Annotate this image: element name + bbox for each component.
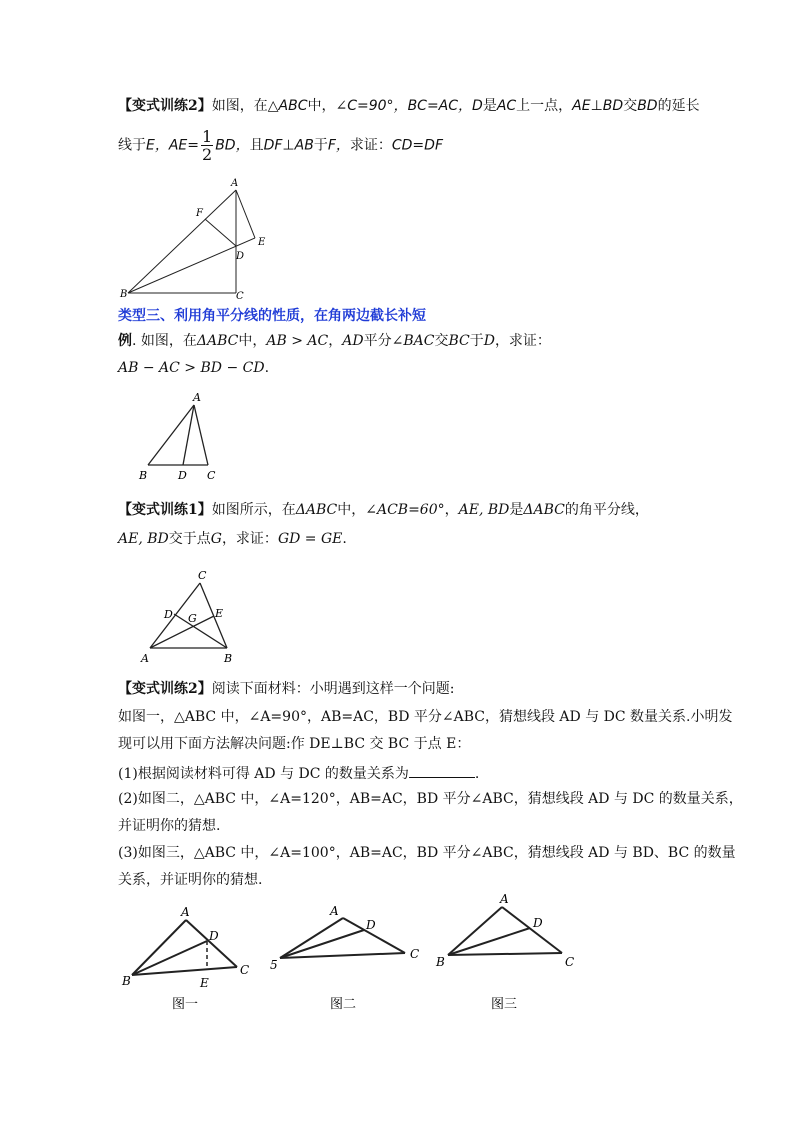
fig2-caption: 图二 [330, 997, 357, 1012]
text: 阅读下面材料：小明遇到这样一个问题: [211, 681, 455, 697]
math: AE= [168, 137, 200, 154]
math: AD [342, 333, 364, 349]
figure-1 [115, 174, 275, 302]
label-d: D [164, 608, 173, 621]
segment-ad [183, 405, 194, 465]
math: BC [448, 333, 470, 349]
math: ΔABC [523, 502, 565, 518]
fig2-label-b: 5 [270, 958, 278, 972]
fig3-caption: 图三 [491, 997, 518, 1012]
text: 于 [313, 137, 328, 154]
label-a: A [141, 652, 149, 665]
text: . [342, 531, 347, 547]
fig1-ac [186, 920, 237, 967]
math: BD， [215, 137, 250, 154]
text: 线于 [118, 137, 146, 154]
training-1-line-2 [118, 530, 347, 548]
math: ABC [278, 98, 308, 114]
math: AE⊥BD [572, 98, 624, 114]
fig1-label-d: D [209, 929, 219, 943]
math: F， [327, 137, 350, 154]
label-c: C [198, 569, 207, 582]
math: D [472, 98, 483, 114]
fig2-label-c: C [410, 947, 420, 961]
label-e: E [215, 607, 224, 620]
exercise-tag: 【变式训练2】 [118, 681, 212, 697]
question-2-line-1: (2)如图二，△ABC 中，∠A=120°，AB=AC，BD 平分∠ABC，猜想线段 AD 与 DC 的数量关系， [118, 791, 743, 807]
fig3-label-d: D [533, 916, 543, 930]
fig2-bd [280, 930, 364, 958]
text: 求证： [349, 137, 392, 154]
fraction-denominator: 2 [202, 145, 213, 164]
text: ， [328, 333, 343, 349]
label-a: A [231, 178, 239, 189]
text: 如图，在△ [211, 98, 279, 114]
math: ∠ACB=60° [365, 502, 445, 518]
fig2-bc [280, 953, 405, 958]
text: 是 [482, 98, 497, 114]
fig1-ab [132, 920, 186, 975]
label-c: C [207, 469, 216, 482]
math: AC [496, 98, 517, 114]
text: 中，∠ [307, 98, 348, 114]
text: 的角平分线， [564, 502, 649, 518]
segment-ae [150, 616, 214, 648]
fig1-label-a: A [181, 905, 190, 919]
label-d: D [236, 251, 245, 262]
segment-ae [236, 190, 255, 238]
fig1-label-b: B [122, 974, 131, 988]
text: . [474, 766, 480, 782]
label-a: A [193, 391, 201, 404]
answer-blank [409, 763, 475, 778]
figure-two [280, 918, 405, 958]
fig3-ac [502, 907, 562, 953]
fig3-bc [448, 953, 562, 955]
training-2-line-1 [118, 680, 454, 698]
math: BC=AC， [407, 98, 473, 114]
bottom-figures [115, 890, 595, 1020]
text: 且 [249, 137, 264, 154]
figure-3 [138, 566, 238, 666]
math: AE, BD [458, 502, 510, 518]
text: (1)根据阅读材料可得 AD 与 DC 的数量关系为 [118, 766, 409, 782]
segment-fd [205, 219, 236, 246]
fig3-ab [448, 907, 502, 955]
question-3-line-1: (3)如图三，△ABC 中，∠A=100°，AB=AC，BD 平分∠ABC，猜想线段 AD 与 BD、BC 的数量 [118, 845, 736, 861]
exercise-2-line-1 [118, 97, 700, 115]
label-b: B [224, 652, 233, 665]
figure-one [132, 920, 237, 975]
text: 平分 [363, 333, 392, 349]
figure-three [448, 907, 562, 955]
math: BD [637, 98, 658, 114]
training-2-line-2: 如图一，△ABC 中，∠A=90°，AB=AC，BD 平分∠ABC，猜想线段 AD 与 DC 数量关系.小明发 [118, 709, 733, 725]
fig2-ab [280, 918, 343, 958]
math: CD=DF [391, 137, 443, 154]
text: 中， [238, 333, 267, 349]
fig1-caption: 图一 [172, 997, 199, 1012]
example-line-1 [118, 332, 551, 350]
math: E， [146, 137, 169, 154]
label-b: B [120, 289, 128, 300]
label-f: F [196, 208, 203, 219]
math: GD = GE [277, 531, 343, 547]
figure-2 [135, 388, 225, 482]
label-d: D [178, 469, 187, 482]
text: 中， [337, 502, 366, 518]
text: 交于点 [168, 531, 211, 547]
math: ∠BAC [391, 333, 435, 349]
text: . [264, 360, 270, 376]
math: C=90°， [347, 98, 408, 114]
math: ΔABC [196, 333, 239, 349]
training-1-line-1 [118, 501, 649, 519]
text: 的延长 [657, 98, 700, 114]
fig3-bd [448, 928, 530, 955]
math: G [210, 531, 222, 547]
text: 于 [469, 333, 484, 349]
example-line-2 [118, 359, 269, 377]
exercise-2-line-2 [118, 128, 443, 163]
exercise-tag: 【变式训练1】 [118, 502, 212, 518]
text: 是 [509, 502, 524, 518]
fig1-label-c: C [240, 963, 250, 977]
label-e: E [258, 237, 266, 248]
fraction [201, 128, 213, 163]
math: DF⊥AB [263, 137, 314, 154]
fig2-label-a: A [330, 904, 339, 918]
question-2-line-2: 并证明你的猜想. [118, 818, 221, 834]
fraction-numerator: 1 [202, 127, 213, 146]
training-2-line-3: 现可以用下面方法解决问题:作 DE⊥BC 交 BC 于点 E： [118, 736, 471, 752]
math: AB > AC [266, 333, 329, 349]
math: AE, BD [118, 531, 169, 547]
text: ， [444, 502, 459, 518]
question-1 [118, 763, 479, 783]
fig2-label-d: D [366, 918, 376, 932]
section-heading: 类型三、利用角平分线的性质，在角两边截长补短 [118, 308, 426, 324]
fig3-label-b: B [436, 955, 445, 969]
label-c: C [236, 291, 244, 302]
text: 交 [434, 333, 449, 349]
segment-ab [148, 405, 194, 465]
segment-ba [128, 190, 236, 293]
math: D [483, 333, 495, 349]
label-g: G [188, 612, 197, 625]
segment-ac [194, 405, 208, 465]
question-3-line-2: 关系，并证明你的猜想. [118, 872, 263, 888]
text: . 如图，在 [132, 333, 197, 349]
math: ΔABC [295, 502, 338, 518]
text: ，求证： [221, 531, 278, 547]
text: 如图所示，在 [211, 502, 296, 518]
math: AB − AC > BD − CD [118, 360, 265, 376]
fig3-label-a: A [500, 892, 509, 906]
exercise-tag: 【变式训练2】 [118, 98, 212, 114]
fig3-label-c: C [565, 955, 575, 969]
text: ，求证： [494, 333, 551, 349]
text: 上一点， [516, 98, 573, 114]
label-b: B [139, 469, 148, 482]
text: 交 [623, 98, 638, 114]
example-label: 例 [118, 333, 132, 349]
fig1-label-e: E [200, 976, 209, 990]
